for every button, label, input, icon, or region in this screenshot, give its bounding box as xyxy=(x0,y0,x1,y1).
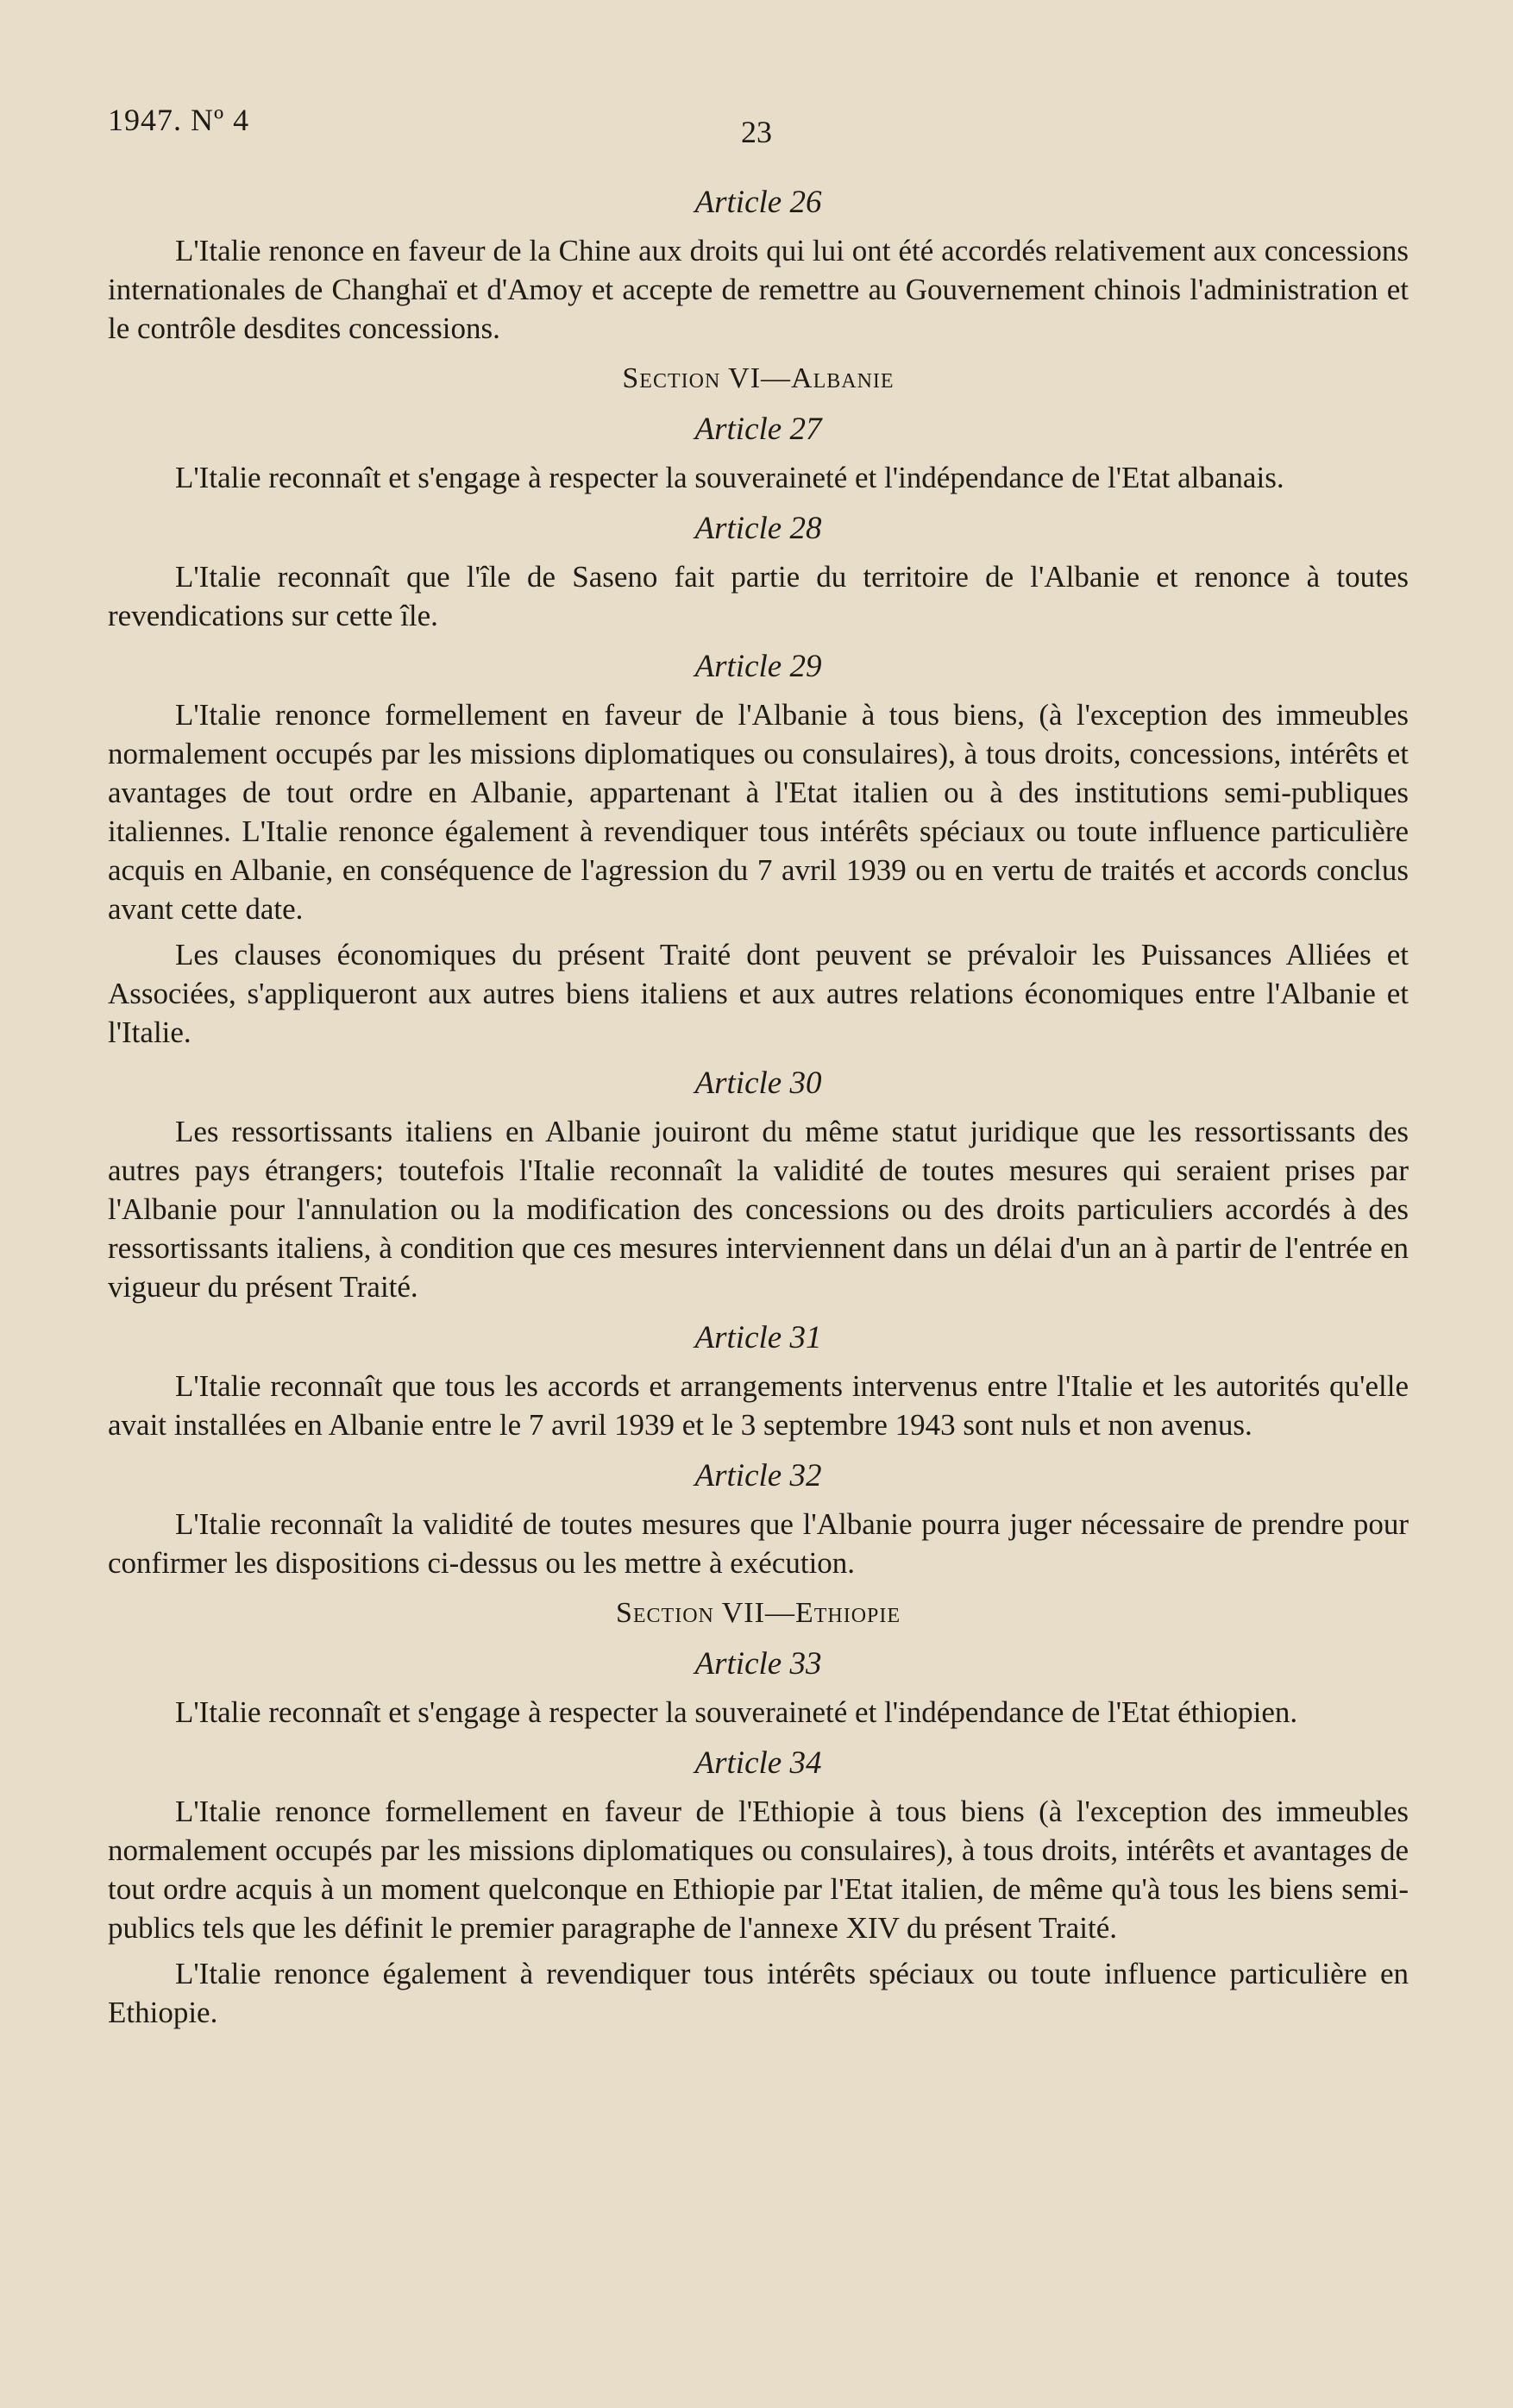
article xyxy=(108,1318,1409,1444)
article-paragraph: Les clauses économiques du présent Traité dont peuvent se prévaloir les Puissances Alliées et Associées, s'appliqueront aux autres biens italiens et aux autres relations économiques entre l'Albanie et l'Italie. xyxy=(108,938,1409,1049)
article-paragraph: L'Italie reconnaît que tous les accords et arrangements intervenus entre l'Italie et les autorités qu'elle avait installées en Albanie entre le 7 avril 1939 et le 3 septembre 1943 sont nuls et non avenus. xyxy=(108,1369,1409,1442)
article-title: Article 27 xyxy=(694,412,822,447)
article xyxy=(108,410,1409,497)
article-title: Article 26 xyxy=(694,185,822,220)
article-title: Article 34 xyxy=(694,1745,822,1781)
article xyxy=(108,1744,1409,2032)
article-paragraph: L'Italie reconnaît la validité de toutes mesures que l'Albanie pourra juger nécessaire de prendre pour confirmer les dispositions ci-dessus ou les mettre à exécution. xyxy=(108,1507,1409,1580)
article-title: Article 30 xyxy=(694,1066,822,1101)
article-paragraph: L'Italie reconnaît et s'engage à respecter la souveraineté et l'indépendance de l'Etat albanais. xyxy=(175,461,1284,494)
article xyxy=(108,509,1409,635)
section-heading: Section VI—Albanie xyxy=(622,362,895,394)
issue-reference: 1947. Nº 4 xyxy=(108,103,250,137)
article-title: Article 32 xyxy=(694,1458,822,1493)
section-heading: Section VII—Ethiopie xyxy=(615,1597,901,1629)
article-title: Article 28 xyxy=(694,511,822,546)
article-paragraph: L'Italie reconnaît et s'engage à respecter la souveraineté et l'indépendance de l'Etat éthiopien. xyxy=(175,1695,1298,1729)
page-header xyxy=(108,102,1405,154)
section-heading-block xyxy=(108,360,1409,398)
article xyxy=(108,183,1409,348)
article-paragraph: L'Italie renonce formellement en faveur de l'Albanie à tous biens, (à l'exception des immeubles normalement occupés par les missions diplomatiques ou consulaires), à tous droits, concessions, intérêts et avantages de tout ordre en Albanie, appartenant à l'Etat italien ou à des institutions semi-publiques italiennes. L'Italie renonce également à revendiquer tous intérêts spéciaux ou toute influence particulière acquis en Albanie, en conséquence de l'agression du 7 avril 1939 ou en vertu de traités et accords conclus avant cette date. xyxy=(108,698,1409,926)
article xyxy=(108,1644,1409,1732)
article-paragraph: L'Italie renonce formellement en faveur de l'Ethiopie à tous biens (à l'exception des immeubles normalement occupés par les missions diplomatiques ou consulaires), à tous droits, intérêts et avantages de tout ordre acquis à un moment quelconque en Ethiopie par l'Etat italien, de même qu'à tous les biens semi-publics tels que les définit le premier paragraphe de l'annexe XIV du présent Traité. xyxy=(108,1795,1409,1945)
article-paragraph: L'Italie renonce en faveur de la Chine aux droits qui lui ont été accordés relativement aux concessions internationales de Changhaï et d'Amoy et accepte de remettre au Gouvernement chinois l'administration et le contrôle desdites concessions. xyxy=(108,234,1409,345)
article-title: Article 33 xyxy=(694,1646,822,1682)
article xyxy=(108,1456,1409,1582)
document-body xyxy=(108,183,1409,2044)
article-title: Article 29 xyxy=(694,649,822,684)
section-heading-block xyxy=(108,1594,1409,1632)
article-paragraph: L'Italie renonce également à revendiquer tous intérêts spéciaux ou toute influence particulière en Ethiopie. xyxy=(108,1957,1409,2029)
article-paragraph: Les ressortissants italiens en Albanie jouiront du même statut juridique que les ressortissants des autres pays étrangers; toutefois l'Italie reconnaît la validité de toutes mesures qui seraient prises par l'Albanie pour l'annulation ou la modification des concessions ou des droits particuliers accordés à des ressortissants italiens, à condition que ces mesures interviennent dans un délai d'un an à partir de l'entrée en vigueur du présent Traité. xyxy=(108,1115,1409,1304)
article-title: Article 31 xyxy=(694,1320,822,1355)
article-paragraph: L'Italie reconnaît que l'île de Saseno fait partie du territoire de l'Albanie et renonce à toutes revendications sur cette île. xyxy=(108,560,1409,632)
article xyxy=(108,647,1409,1052)
page-number: 23 xyxy=(741,115,772,149)
article xyxy=(108,1064,1409,1306)
